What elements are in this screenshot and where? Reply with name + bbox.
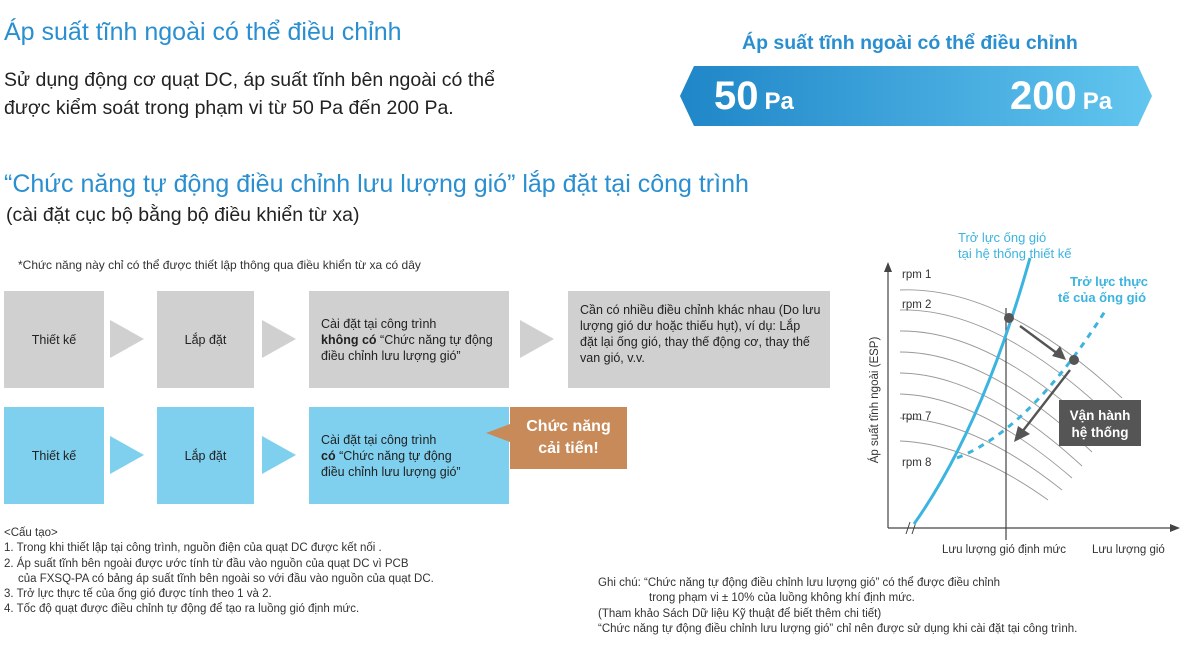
flow-new-site-line: Cài đặt tại công trình bbox=[321, 432, 437, 447]
range-max-value: 200 bbox=[1010, 74, 1077, 118]
actual-curve-label-line: tế của ống gió bbox=[1058, 290, 1147, 305]
section-subtitle: (cài đặt cục bộ bằng bộ điều khiển từ xa) bbox=[6, 204, 360, 226]
remark-line: “Chức năng tự động điều chỉnh lưu lượng gió” chỉ nên được sử dụng khi cài đặt tại công trình. bbox=[598, 622, 1078, 635]
structure-line: 1. Trong khi thiết lập tại công trình, nguồn điện của quạt DC được kết nối . bbox=[4, 542, 382, 555]
rpm-label: rpm 8 bbox=[902, 457, 932, 469]
flow-old-install bbox=[157, 291, 254, 388]
range-max-label bbox=[1010, 74, 1112, 119]
flow-new-design bbox=[4, 407, 104, 504]
range-max-unit: Pa bbox=[1082, 88, 1113, 115]
y-axis-label: Áp suất tĩnh ngoài (ESP) bbox=[869, 336, 881, 464]
design-resistance-curve bbox=[914, 258, 1030, 524]
flow-new-site-setting bbox=[309, 407, 509, 504]
range-min-label bbox=[714, 74, 794, 119]
operation-label-line: hệ thống bbox=[1071, 425, 1129, 440]
flow-new-design-label: Thiết kế bbox=[31, 448, 77, 463]
esp-description-line: được kiểm soát trong phạm vi từ 50 Pa đến 200 Pa. bbox=[4, 97, 454, 119]
section-title-esp: Áp suất tĩnh ngoài có thể điều chỉnh bbox=[4, 18, 402, 46]
operation-label-line: Vận hành bbox=[1069, 408, 1131, 423]
flow-new-with-label: có bbox=[321, 448, 336, 463]
x-label-airflow: Lưu lượng gió bbox=[1092, 544, 1165, 556]
flow-old-result-line: Cần có nhiều điều chỉnh khác nhau (Do lưu bbox=[580, 302, 821, 317]
design-point-marker bbox=[1004, 313, 1014, 323]
flow-new-install-label: Lắp đặt bbox=[184, 448, 227, 463]
actual-point-marker bbox=[1069, 355, 1079, 365]
improved-function-callout bbox=[510, 407, 627, 469]
flow-new-install bbox=[157, 407, 254, 504]
flow-old-without-label: không có bbox=[321, 332, 377, 347]
flow-old-site-text: “Chức năng tự động bbox=[376, 332, 493, 347]
wired-remote-note: *Chức năng này chỉ có thể được thiết lập thông qua điều khiển từ xa có dây bbox=[18, 258, 421, 272]
shift-arrow bbox=[1020, 326, 1066, 360]
rpm-label: rpm 7 bbox=[902, 411, 932, 423]
flow-old-install-label: Lắp đặt bbox=[184, 332, 227, 347]
remark-line: (Tham khảo Sách Dữ liệu Kỹ thuật để biết thêm chi tiết) bbox=[598, 607, 882, 620]
flow-old-design-label: Thiết kế bbox=[31, 332, 77, 347]
flow-old-result bbox=[568, 291, 830, 388]
esp-description bbox=[4, 66, 564, 122]
structure-line: 2. Áp suất tĩnh bên ngoài được ước tính từ đầu vào nguồn của quạt DC vì PCB bbox=[4, 557, 409, 570]
flow-new-site-text: “Chức năng tự động bbox=[335, 448, 452, 463]
actual-curve-label-line: Trở lực thực bbox=[1070, 274, 1148, 289]
fan-curve-diagram bbox=[862, 228, 1192, 558]
flow-old-site-line: điều chỉnh lưu lượng gió” bbox=[321, 348, 461, 363]
flow-old-result-line: van gió, v.v. bbox=[580, 350, 645, 365]
flow-arrow bbox=[110, 320, 144, 358]
structure-heading: <Cấu tạo> bbox=[4, 527, 58, 539]
callout-line: Chức năng bbox=[526, 418, 611, 435]
remarks bbox=[598, 576, 1077, 637]
x-label-rated-flow: Lưu lượng gió định mức bbox=[942, 544, 1066, 556]
flow-arrow bbox=[110, 436, 144, 474]
range-title: Áp suất tĩnh ngoài có thể điều chỉnh bbox=[742, 32, 1078, 54]
flow-old-site-line bbox=[321, 332, 493, 348]
structure-line: của FXSQ-PA có bảng áp suất tĩnh bên ngoài so với đầu vào nguồn của quạt DC. bbox=[18, 572, 434, 585]
remark-line: Ghi chú: “Chức năng tự động điều chỉnh lưu lượng gió” có thể được điều chỉnh bbox=[598, 577, 1000, 589]
flow-new-site-line: điều chỉnh lưu lượng gió” bbox=[321, 464, 461, 479]
flow-old-result-line: đặt lại ống gió, thay thế động cơ, thay thế bbox=[580, 334, 810, 349]
rpm-label: rpm 1 bbox=[902, 269, 932, 281]
structure-line: 3. Trở lực thực tế của ống gió được tính theo 1 và 2. bbox=[4, 588, 272, 601]
structure-notes bbox=[4, 526, 434, 618]
callout-pointer bbox=[486, 424, 510, 442]
range-min-value: 50 bbox=[714, 74, 759, 118]
flow-arrow bbox=[520, 320, 554, 358]
flow-old-result-line: lượng gió dư hoặc thiếu hụt), ví dụ: Lắp bbox=[580, 318, 801, 333]
esp-description-line: Sử dụng động cơ quạt DC, áp suất tĩnh bên ngoài có thể bbox=[4, 69, 495, 91]
remark-line: trong phạm vi ± 10% của luồng không khí định mức. bbox=[649, 592, 915, 605]
design-curve-label-line: Trở lực ống gió bbox=[958, 230, 1047, 245]
flow-old-site-line: Cài đặt tại công trình bbox=[321, 316, 437, 331]
callout-line: cải tiến! bbox=[538, 440, 599, 457]
rpm-label: rpm 2 bbox=[902, 299, 932, 311]
design-curve-label-line: tại hệ thống thiết kế bbox=[958, 246, 1072, 261]
flow-arrow bbox=[262, 436, 296, 474]
flow-arrow bbox=[262, 320, 296, 358]
flow-old-design bbox=[4, 291, 104, 388]
section-title-airflow: “Chức năng tự động điều chỉnh lưu lượng gió” lắp đặt tại công trình bbox=[4, 170, 749, 198]
range-min-unit: Pa bbox=[764, 88, 794, 115]
structure-line: 4. Tốc độ quạt được điều chỉnh tự động để tạo ra luồng gió định mức. bbox=[4, 603, 360, 616]
flow-new-site-line bbox=[321, 448, 461, 464]
flow-old-site-setting bbox=[309, 291, 509, 388]
